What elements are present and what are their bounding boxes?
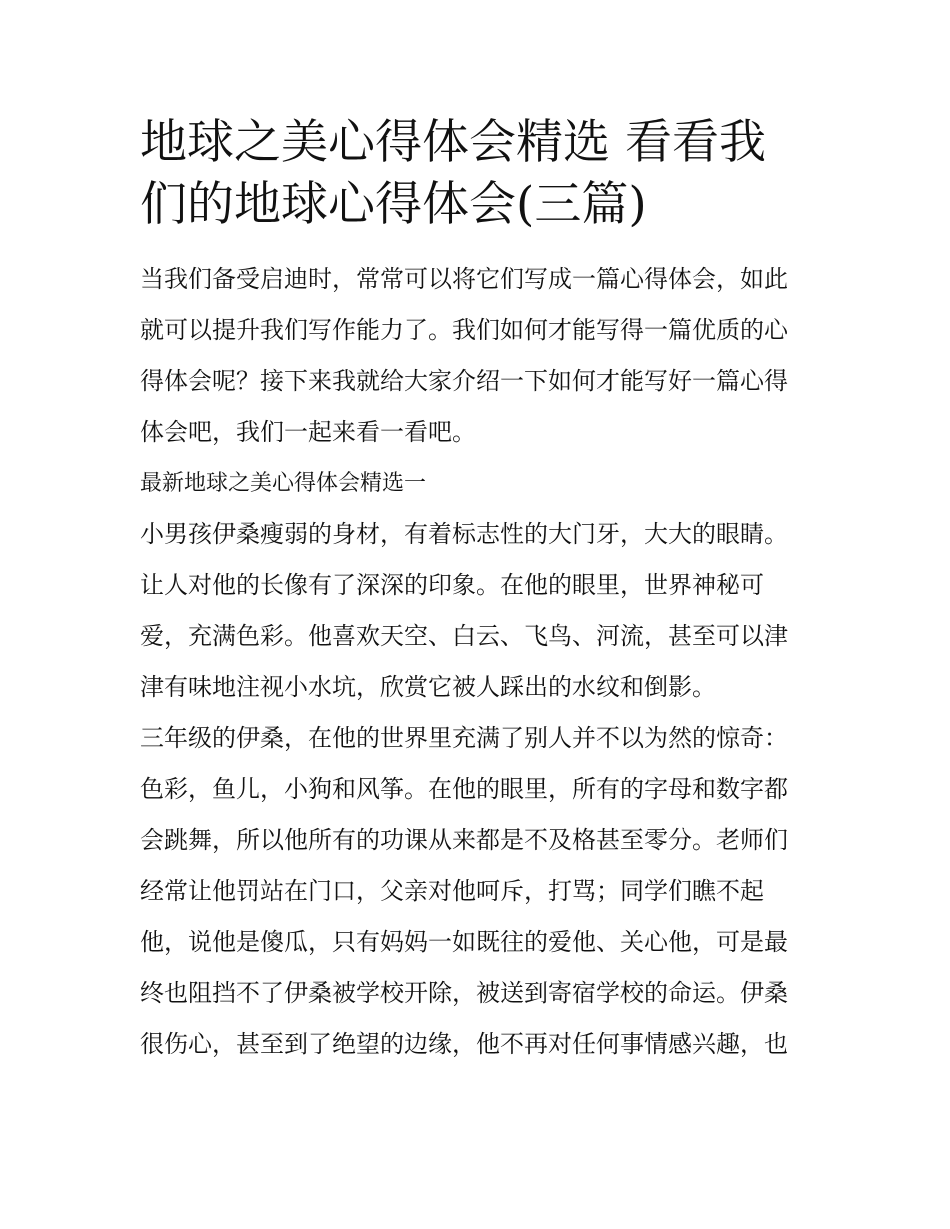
body-line: 经常让他罚站在门口，父亲对他呵斥，打骂；同学们瞧不起	[140, 877, 764, 905]
body-line: 得体会呢？接下来我就给大家介绍一下如何才能写好一篇心得	[140, 367, 788, 395]
body-line: 体会吧，我们一起来看一看吧。	[140, 418, 476, 446]
document-title	[140, 112, 812, 236]
body-line: 很伤心，甚至到了绝望的边缘，他不再对任何事情感兴趣，也	[140, 1030, 788, 1058]
title-line-1: 地球之美心得体会精选 看看我	[140, 115, 766, 170]
body-line: 色彩，鱼儿，小狗和风筝。在他的眼里，所有的字母和数字都	[140, 775, 788, 803]
body-line: 会跳舞，所以他所有的功课从来都是不及格甚至零分。老师们	[140, 826, 788, 854]
body-line: 让人对他的长像有了深深的印象。在他的眼里，世界神秘可	[140, 571, 764, 599]
section-heading: 最新地球之美心得体会精选一	[140, 471, 427, 496]
document-body	[140, 254, 812, 1070]
body-line: 他，说他是傻瓜，只有妈妈一如既往的爱他、关心他，可是最	[140, 928, 788, 956]
body-line: 小男孩伊桑瘦弱的身材，有着标志性的大门牙，大大的眼睛。	[140, 520, 788, 548]
body-line: 三年级的伊桑，在他的世界里充满了别人并不以为然的惊奇：	[140, 724, 788, 752]
title-line-2: 们的地球心得体会(三篇)	[140, 177, 647, 232]
body-line: 爱，充满色彩。他喜欢天空、白云、飞鸟、河流，甚至可以津	[140, 622, 788, 650]
body-line: 就可以提升我们写作能力了。我们如何才能写得一篇优质的心	[140, 316, 788, 344]
document-page	[140, 112, 812, 1070]
body-line: 终也阻挡不了伊桑被学校开除，被送到寄宿学校的命运。伊桑	[140, 979, 788, 1007]
body-line: 津有味地注视小水坑，欣赏它被人踩出的水纹和倒影。	[140, 673, 716, 701]
body-line: 当我们备受启迪时，常常可以将它们写成一篇心得体会，如此	[140, 265, 788, 293]
